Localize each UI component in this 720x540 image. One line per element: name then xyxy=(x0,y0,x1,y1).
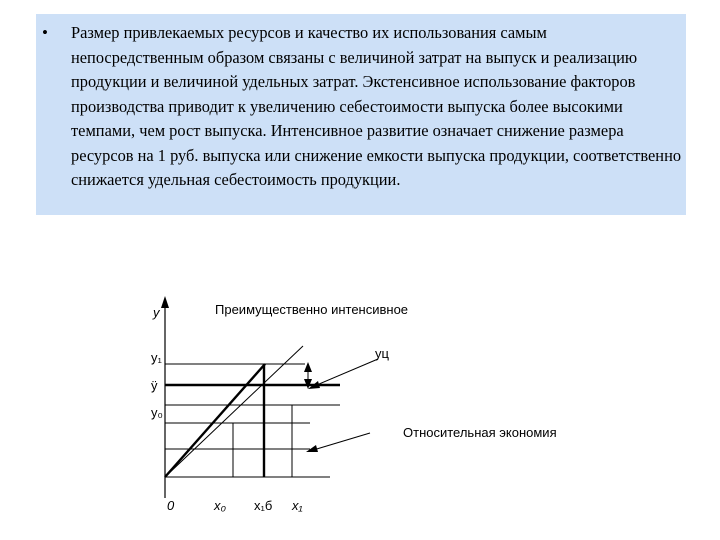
y-axis-label: y xyxy=(153,305,160,320)
y-axis-arrow xyxy=(161,296,169,308)
pointer-arrow-upper xyxy=(312,359,378,387)
economy-label: Относительная экономия xyxy=(403,425,557,440)
diagonal-thin xyxy=(165,346,303,477)
diagram-title: Преимущественно интенсивное xyxy=(215,302,409,317)
diagonal-thick xyxy=(165,364,265,477)
x-tick-x1b: x₁б xyxy=(254,498,273,513)
body-paragraph: Размер привлекаемых ресурсов и качество их использования самым непосредственным образом связаны с величиной затрат на выпуск и реализацию продукции и величиной удельных затрат. Экстенсивное использование факторов производства приводит к увеличению себестоимости выпуска более высокими темпами, чем рост выпуска. Интенсивное развитие означает снижение размера ресурсов на 1 руб. выпуска или снижение емкости выпуска продукции, соответственно снижается удельная себестоимость продукции. xyxy=(71,23,682,189)
x-tick-x0: x₀ xyxy=(214,498,226,513)
cost-diagram xyxy=(140,292,590,527)
y-tick-y0: y₀ xyxy=(151,405,163,420)
bullet-marker: • xyxy=(42,23,48,42)
x-tick-x1: x₁ xyxy=(292,498,303,513)
y-tick-y1: y₁ xyxy=(151,350,162,365)
x-tick-origin: 0 xyxy=(167,498,175,513)
y-tick-ybar: ÿ xyxy=(151,378,158,393)
gap-arrow-top xyxy=(304,362,312,372)
curve-label: yц xyxy=(375,346,389,361)
pointer-arrow-lower xyxy=(310,433,370,451)
text-panel xyxy=(36,14,686,215)
